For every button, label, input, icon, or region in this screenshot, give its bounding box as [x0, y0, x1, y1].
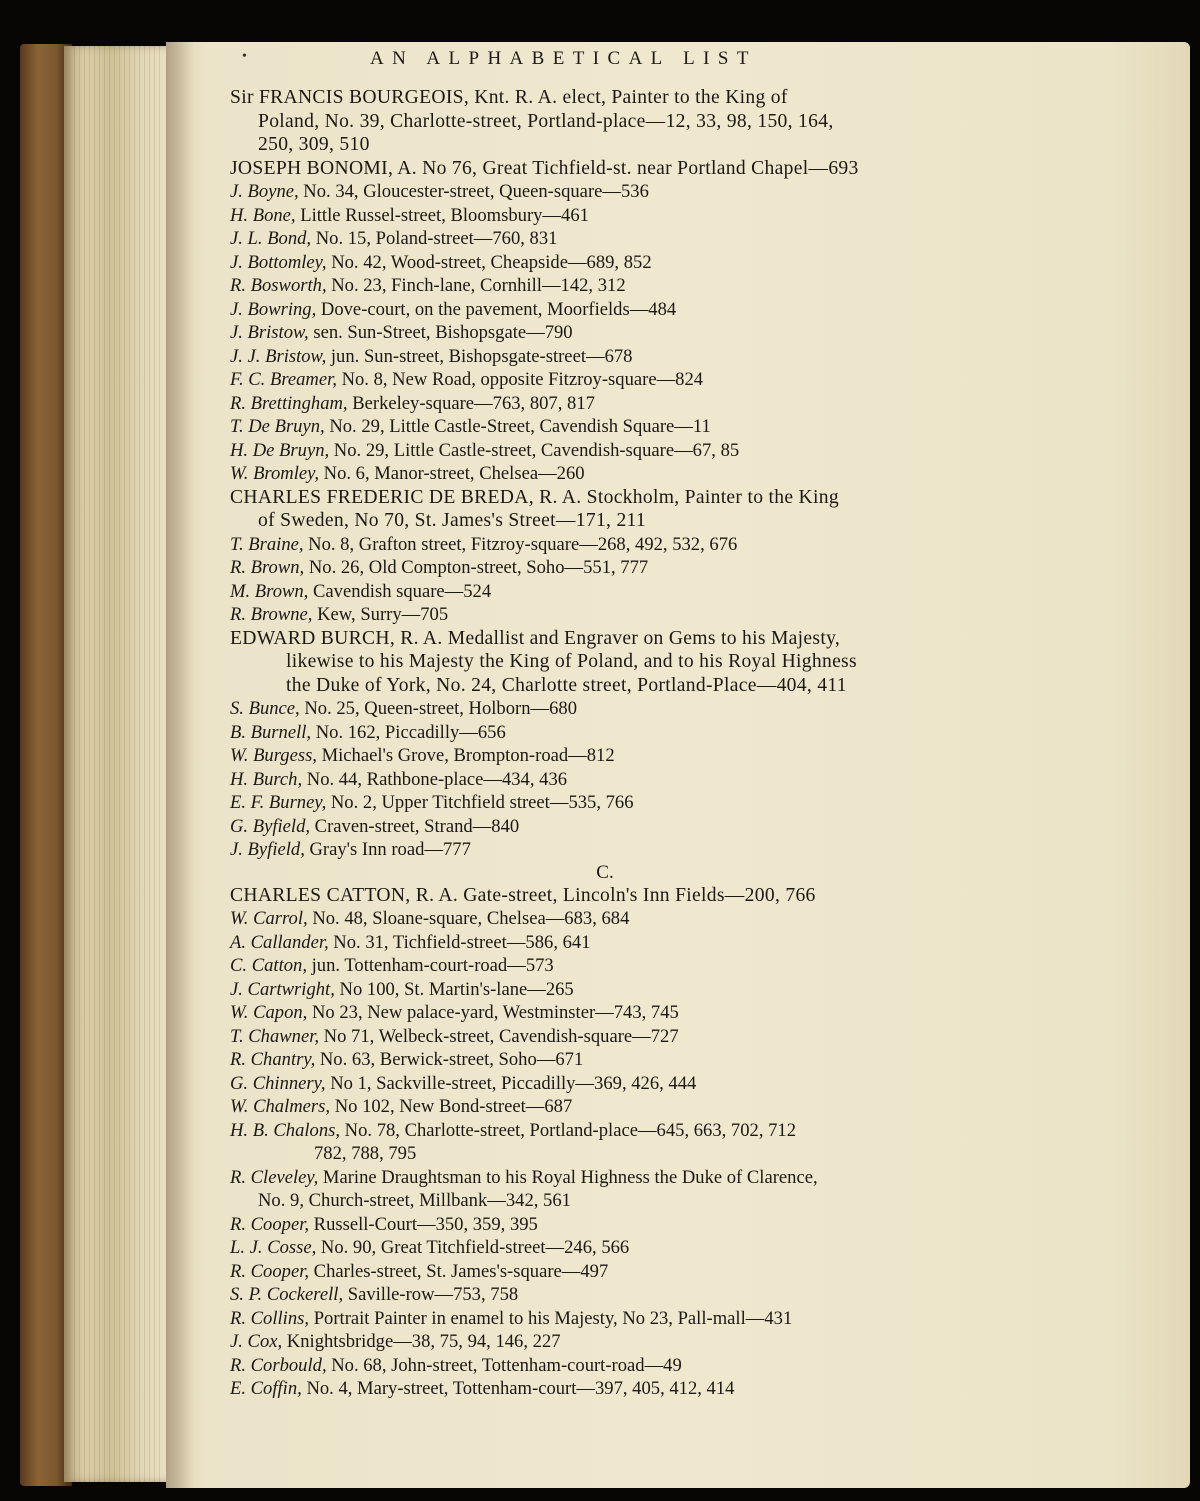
- list-entry: [230, 815, 910, 839]
- entry-name: R. Chantry,: [230, 1049, 316, 1070]
- list-entry: [230, 1119, 910, 1166]
- list-entry: [230, 791, 910, 815]
- entry-details: Saville-row—753, 758: [343, 1284, 519, 1305]
- list-entry: [230, 1025, 910, 1049]
- entry-details: jun. Sun-street, Bishopsgate-street—678: [326, 345, 633, 367]
- entry-name: S. P. Cockerell,: [230, 1284, 344, 1305]
- list-entry: [230, 180, 910, 204]
- list-entry: [230, 697, 910, 721]
- entry-name: T. De Bruyn,: [230, 416, 325, 437]
- entry-name: W. Burgess,: [230, 745, 317, 766]
- entry-name: R. Corbould,: [230, 1354, 327, 1376]
- list-entry: [230, 274, 910, 298]
- entry-continuation: No. 9, Church-street, Millbank—342, 561: [258, 1190, 571, 1211]
- entry-name: J. J. Bristow,: [230, 345, 327, 367]
- entry-details: Charles-street, St. James's-square—497: [309, 1260, 609, 1282]
- entry-details: Little Russel-street, Bloomsbury—461: [295, 204, 589, 226]
- entry-name: J. Byfield,: [230, 839, 305, 860]
- list-entry: [230, 1236, 910, 1260]
- entry-details: No. 31, Tichfield-street—586, 641: [328, 931, 591, 953]
- entry-details: No 1, Sackville-street, Piccadilly—369, 426, 444: [325, 1072, 697, 1094]
- entry-details: No. 2, Upper Titchfield street—535, 766: [326, 792, 634, 813]
- entry-details: No. 26, Old Compton-street, Soho—551, 777: [304, 557, 649, 578]
- entry-details: Knightsbridge—38, 75, 94, 146, 227: [282, 1331, 561, 1352]
- list-entry: [230, 1354, 910, 1378]
- entry-details: Knt. R. A. elect, Painter to the King of: [469, 87, 788, 108]
- entry-name: R. Cleveley,: [230, 1166, 319, 1188]
- list-entry: [230, 1377, 910, 1401]
- entry-name: J. Boyne,: [230, 181, 299, 202]
- entry-details: No. 63, Berwick-street, Soho—671: [315, 1049, 584, 1070]
- list-entry: [230, 627, 910, 698]
- entry-details: Cavendish square—524: [308, 580, 492, 602]
- entry-name: J. Bristow,: [230, 322, 309, 343]
- list-entry: [230, 556, 910, 580]
- entry-name: R. Brettingham,: [230, 392, 348, 414]
- entry-name: T. Chawner,: [230, 1025, 320, 1047]
- entry-details: No. 90, Great Titchfield-street—246, 566: [316, 1237, 630, 1258]
- entry-name: JOSEPH BONOMI,: [230, 157, 394, 179]
- entry-details: No. 44, Rathbone-place—434, 436: [302, 768, 568, 790]
- list-entry: [230, 1166, 910, 1213]
- entry-details: No. 29, Little Castle-street, Cavendish-square—67, 85: [329, 439, 740, 461]
- entry-continuation: 250, 309, 510: [258, 134, 370, 155]
- entry-details: No. 25, Queen-street, Holborn—680: [299, 698, 578, 719]
- running-head: AN ALPHABETICAL LIST: [370, 48, 757, 69]
- entry-name: M. Brown,: [230, 580, 309, 602]
- entry-name: L. J. Cosse,: [230, 1237, 317, 1258]
- entries-c: [230, 884, 910, 1401]
- head-ornament: •: [242, 49, 247, 64]
- entry-name: H. Bone,: [230, 204, 296, 226]
- entry-details: No. 34, Gloucester-street, Queen-square—536: [298, 181, 649, 202]
- entry-name: S. Bunce,: [230, 698, 300, 719]
- page-gutter: [166, 42, 194, 1488]
- entry-name: T. Braine,: [230, 533, 304, 555]
- entry-continuation: likewise to his Majesty the King of Poland, and to his Royal Highness: [286, 651, 857, 672]
- list-entry: [230, 884, 910, 908]
- entry-name: H. De Bruyn,: [230, 439, 330, 461]
- list-entry: [230, 978, 910, 1002]
- entry-name: R. Cooper,: [230, 1260, 310, 1282]
- entry-details: R. A. Stockholm, Painter to the King: [533, 486, 839, 508]
- entry-details: No. 42, Wood-street, Cheapside—689, 852: [326, 251, 652, 273]
- list-entry: [230, 439, 910, 463]
- entry-details: No 71, Welbeck-street, Cavendish-square—727: [319, 1025, 679, 1047]
- entry-name: B. Burnell,: [230, 721, 312, 743]
- entry-details: Kew, Surry—705: [312, 604, 449, 625]
- list-entry: [230, 298, 910, 322]
- entry-name: J. Cox,: [230, 1331, 283, 1352]
- entry-details: No. 15, Poland-street—760, 831: [311, 228, 558, 249]
- entry-name: CHARLES CATTON,: [230, 884, 411, 906]
- list-entry: [230, 721, 910, 745]
- list-entry: [230, 838, 910, 862]
- entry-name: W. Capon,: [230, 1002, 308, 1023]
- entries-b: [230, 86, 910, 862]
- list-entry: [230, 533, 910, 557]
- entry-continuation: Poland, No. 39, Charlotte-street, Portland-place—12, 33, 98, 150, 164,: [258, 110, 834, 132]
- entry-details: No. 23, Finch-lane, Cornhill—142, 312: [326, 275, 626, 296]
- entry-details: Michael's Grove, Brompton-road—812: [316, 745, 615, 766]
- entry-details: Russell-Court—350, 359, 395: [309, 1213, 538, 1235]
- list-entry: [230, 1048, 910, 1072]
- page-block-edge: [64, 46, 168, 1482]
- entry-name: J. Cartwright,: [230, 978, 335, 1000]
- entry-name: Sir FRANCIS BOURGEOIS,: [230, 87, 470, 108]
- entry-name: R. Bosworth,: [230, 275, 327, 296]
- list-entry: [230, 157, 910, 181]
- entry-name: J. Bowring,: [230, 298, 317, 320]
- entry-name: E. Coffin,: [230, 1378, 302, 1399]
- list-entry: [230, 768, 910, 792]
- entry-continuation: the Duke of York, No. 24, Charlotte street, Portland-Place—404, 411: [286, 674, 847, 696]
- list-entry: [230, 1330, 910, 1354]
- entry-name: G. Chinnery,: [230, 1072, 326, 1094]
- list-entry: [230, 954, 910, 978]
- entry-details: No 100, St. Martin's-lane—265: [334, 978, 574, 1000]
- list-entry: [230, 907, 910, 931]
- entry-name: R. Browne,: [230, 604, 313, 625]
- entry-details: No. 68, John-street, Tottenham-court-road—49: [326, 1354, 682, 1376]
- entry-details: R. A. Medallist and Engraver on Gems to his Majesty,: [395, 627, 841, 649]
- entry-details: No. 29, Little Castle-Street, Cavendish Square—11: [324, 416, 711, 437]
- entry-continuation: 782, 788, 795: [314, 1143, 417, 1164]
- entry-name: F. C. Breamer,: [230, 369, 337, 390]
- entry-details: Gray's Inn road—777: [304, 839, 471, 860]
- entry-details: No. 48, Sloane-square, Chelsea—683, 684: [307, 908, 630, 929]
- entry-name: G. Byfield,: [230, 815, 311, 837]
- entry-name: J. L. Bond,: [230, 228, 312, 249]
- list-entry: [230, 392, 910, 416]
- entry-details: No. 78, Charlotte-street, Portland-place—645, 663, 702, 712: [340, 1119, 797, 1141]
- entry-details: Portrait Painter in enamel to his Majesty, No 23, Pall-mall—431: [309, 1307, 793, 1329]
- entry-details: No 102, New Bond-street—687: [330, 1096, 573, 1117]
- entry-details: No. 162, Piccadilly—656: [311, 721, 506, 743]
- entry-name: C. Catton,: [230, 955, 307, 976]
- list-entry: [230, 368, 910, 392]
- entry-name: E. F. Burney,: [230, 792, 327, 813]
- list-entry: [230, 1001, 910, 1025]
- entry-details: No. 8, Grafton street, Fitzroy-square—268, 492, 532, 676: [303, 533, 738, 555]
- entry-details: Dove-court, on the pavement, Moorfields—484: [316, 298, 677, 320]
- entry-continuation: of Sweden, No 70, St. James's Street—171, 211: [258, 510, 647, 531]
- entry-name: R. Collins,: [230, 1307, 310, 1329]
- entry-name: W. Bromley,: [230, 463, 320, 484]
- list-entry: [230, 486, 910, 533]
- list-entry: [230, 462, 910, 486]
- list-entry: [230, 1095, 910, 1119]
- list-entry: [230, 931, 910, 955]
- entry-details: Marine Draughtsman to his Royal Highness the Duke of Clarence,: [318, 1166, 818, 1188]
- list-entry: [230, 1213, 910, 1237]
- entry-name: W. Chalmers,: [230, 1096, 331, 1117]
- entry-details: R. A. Gate-street, Lincoln's Inn Fields—200, 766: [410, 884, 816, 906]
- entry-name: EDWARD BURCH,: [230, 627, 396, 649]
- entry-details: jun. Tottenham-court-road—573: [306, 955, 554, 976]
- page-edge-lines: [74, 46, 160, 1482]
- list-entry: [230, 1283, 910, 1307]
- entry-details: No. 4, Mary-street, Tottenham-court—397, 405, 412, 414: [301, 1378, 735, 1399]
- list-entry: [230, 321, 910, 345]
- list-entry: [230, 345, 910, 369]
- list-entry: [230, 227, 910, 251]
- list-entry: [230, 603, 910, 627]
- entry-details: sen. Sun-Street, Bishopsgate—790: [308, 322, 573, 343]
- list-entry: [230, 1072, 910, 1096]
- list-entry: [230, 744, 910, 768]
- section-heading-c: C.: [596, 861, 614, 883]
- entry-name: H. Burch,: [230, 768, 303, 790]
- entry-details: No. 6, Manor-street, Chelsea—260: [319, 463, 585, 484]
- list-entry: [230, 251, 910, 275]
- list-entry: [230, 86, 910, 157]
- list-entry: [230, 1307, 910, 1331]
- entry-name: CHARLES FREDERIC DE BREDA,: [230, 486, 534, 508]
- entry-list: [230, 86, 910, 1401]
- list-entry: [230, 1260, 910, 1284]
- list-entry: [230, 580, 910, 604]
- entry-name: A. Callander,: [230, 931, 329, 953]
- entry-details: Berkeley-square—763, 807, 817: [347, 392, 595, 414]
- entry-details: No 23, New palace-yard, Westminster—743, 745: [307, 1002, 679, 1023]
- list-entry: [230, 204, 910, 228]
- entry-name: H. B. Chalons,: [230, 1119, 341, 1141]
- entry-name: R. Brown,: [230, 557, 305, 578]
- entry-details: A. No 76, Great Tichfield-st. near Portland Chapel—693: [393, 157, 859, 179]
- entry-name: R. Cooper,: [230, 1213, 310, 1235]
- entry-details: Craven-street, Strand—840: [310, 815, 520, 837]
- entry-details: No. 8, New Road, opposite Fitzroy-square—824: [336, 369, 704, 390]
- entry-name: W. Carrol,: [230, 908, 308, 929]
- entry-name: J. Bottomley,: [230, 251, 327, 273]
- list-entry: [230, 415, 910, 439]
